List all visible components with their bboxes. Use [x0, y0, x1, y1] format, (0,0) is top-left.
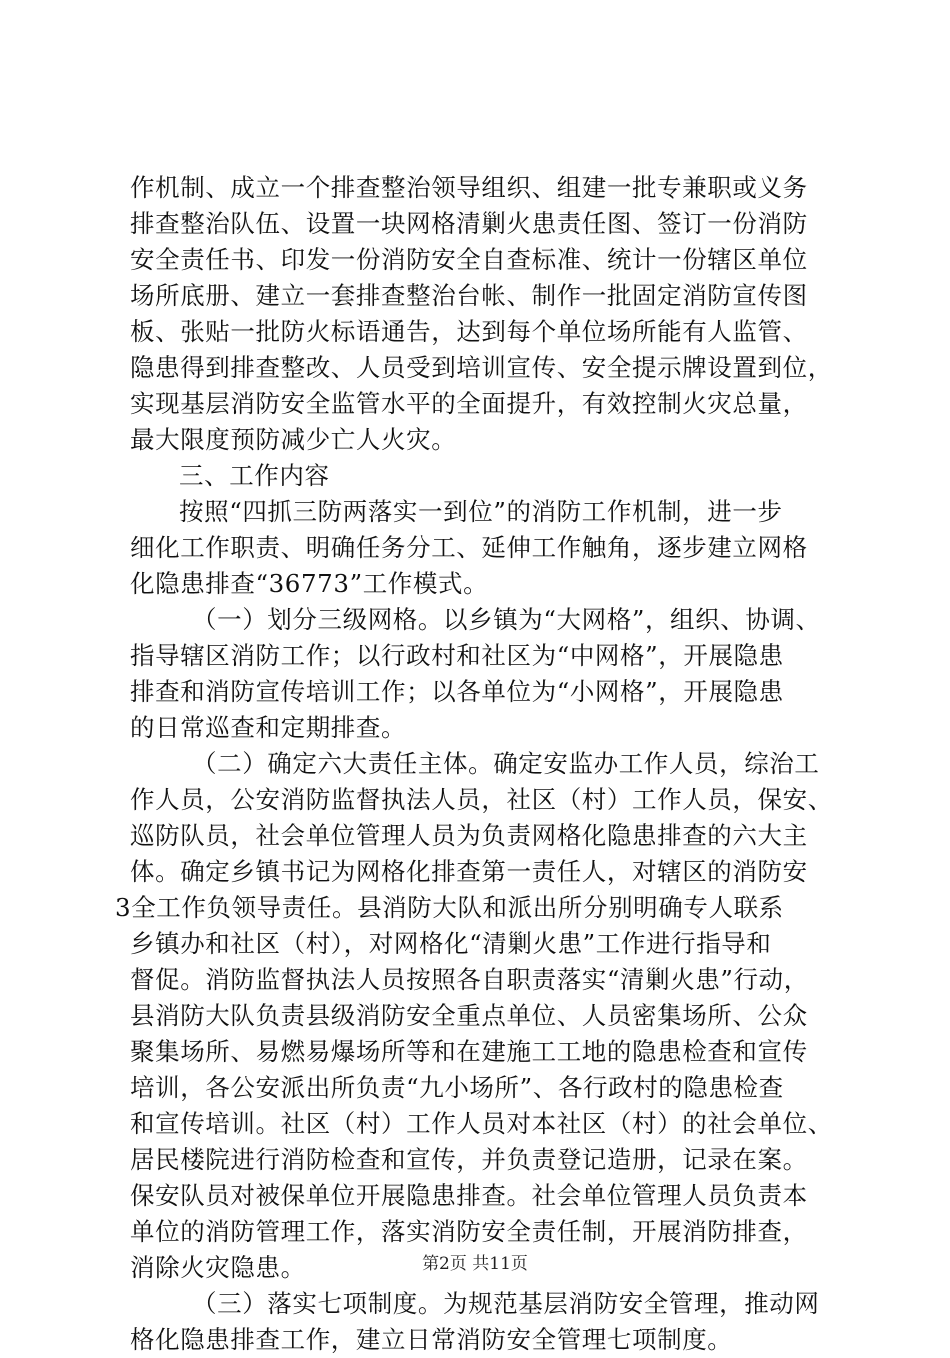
text-line: 指导辖区消防工作；以行政村和社区为“中网格”，开展隐患: [130, 641, 784, 670]
text-line: 格化隐患排查工作，建立日常消防安全管理七项制度。: [130, 1325, 733, 1354]
subsection-heading-2: （二）确定六大责任主体。确定安监办工作人员，综治工: [192, 749, 820, 778]
text-line: 作人员，公安消防监督执法人员，社区（村）工作人员，保安、: [130, 785, 833, 814]
text-line: 隐患得到排查整改、人员受到培训宣传、安全提示牌设置到位，: [130, 353, 833, 382]
text-line: 细化工作职责、明确任务分工、延伸工作触角，逐步建立网格: [130, 533, 808, 562]
page-number-footer: 第2页 共11页: [422, 1254, 528, 1274]
text-line: 板、张贴一批防火标语通告，达到每个单位场所能有人监管、: [130, 317, 808, 346]
paragraph-start: 按照“四抓三防两落实一到位”的消防工作机制，进一步: [179, 497, 783, 526]
text-line: 体。确定乡镇书记为网格化排查第一责任人，对辖区的消防安: [130, 857, 808, 886]
text-line: 排查和消防宣传培训工作；以各单位为“小网格”，开展隐患: [130, 677, 784, 706]
text-line: 最大限度预防减少亡人火灾。: [130, 425, 457, 454]
text-line: 和宣传培训。社区（村）工作人员对本社区（村）的社会单位、: [130, 1109, 833, 1138]
text-line: 场所底册、建立一套排查整治台帐、制作一批固定消防宣传图: [130, 281, 808, 310]
text-line: 培训，各公安派出所负责“九小场所”、各行政村的隐患检查: [130, 1073, 784, 1102]
text-line: 单位的消防管理工作，落实消防安全责任制，开展消防排查，: [130, 1217, 808, 1246]
text-line: 保安队员对被保单位开展隐患排查。社会单位管理人员负责本: [130, 1181, 808, 1210]
subsection-heading-1: （一）划分三级网格。以乡镇为“大网格”，组织、协调、: [192, 605, 821, 634]
text-line: 化隐患排查“36773”工作模式。: [130, 569, 489, 598]
text-line: 乡镇办和社区（村），对网格化“清剿火患”工作进行指导和: [130, 929, 772, 958]
text-line: 消除火灾隐患。: [130, 1253, 306, 1282]
text-line: 县消防大队负责县级消防安全重点单位、人员密集场所、公众: [130, 1001, 808, 1030]
text-line: 3全工作负领导责任。县消防大队和派出所分别明确专人联系: [115, 893, 784, 922]
text-line: 安全责任书、印发一份消防安全自查标准、统计一份辖区单位: [130, 245, 808, 274]
text-line: 实现基层消防安全监管水平的全面提升，有效控制火灾总量，: [130, 389, 808, 418]
text-line: 作机制、成立一个排查整治领导组织、组建一批专兼职或义务: [130, 173, 808, 202]
document-body: [115, 170, 833, 1358]
text-line: 聚集场所、易燃易爆场所等和在建施工工地的隐患检查和宣传: [130, 1037, 808, 1066]
subsection-heading-3: （三）落实七项制度。为规范基层消防安全管理，推动网: [192, 1289, 820, 1318]
section-heading: 三、工作内容: [179, 461, 330, 490]
text-line: 居民楼院进行消防检查和宣传，并负责登记造册，记录在案。: [130, 1145, 808, 1174]
text-line: 排查整治队伍、设置一块网格清剿火患责任图、签订一份消防: [130, 209, 808, 238]
text-line: 巡防队员，社会单位管理人员为负责网格化隐患排查的六大主: [130, 821, 808, 850]
text-line: 的日常巡查和定期排查。: [130, 713, 407, 742]
text-line: 督促。消防监督执法人员按照各自职责落实“清剿火患”行动，: [130, 965, 809, 994]
